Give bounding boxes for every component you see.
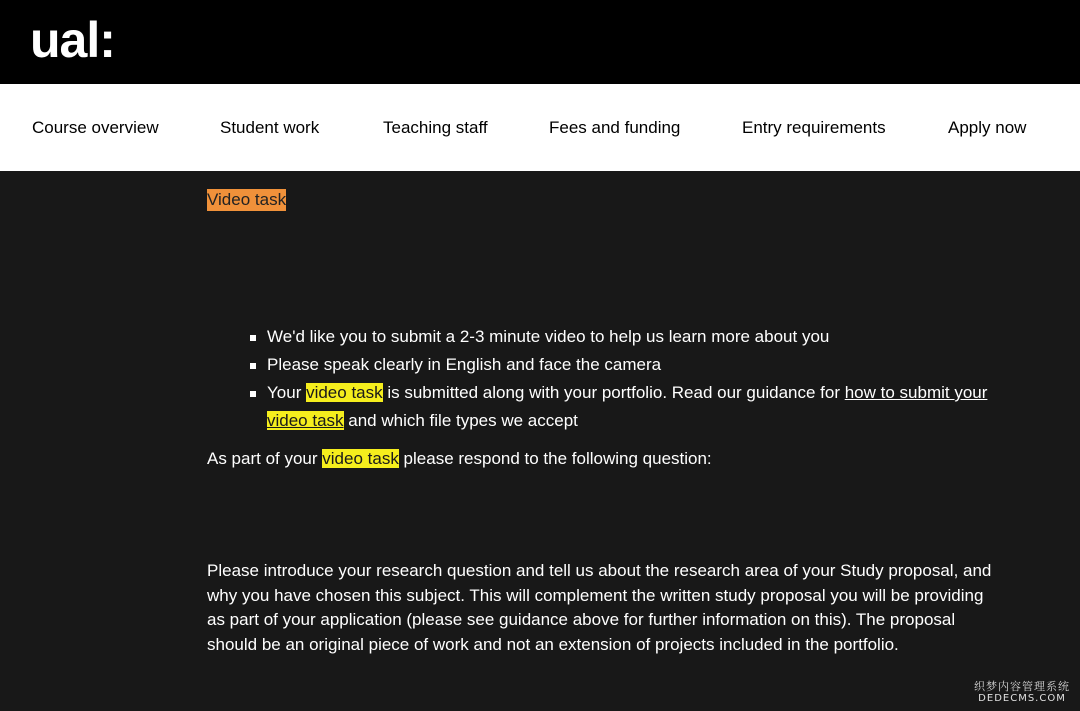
bullet-text: Your xyxy=(267,383,307,402)
nav-fees-and-funding[interactable]: Fees and funding xyxy=(549,118,681,137)
bullet-text: and which file types we accept xyxy=(343,411,578,430)
nav-course-overview[interactable]: Course overview xyxy=(32,118,159,137)
course-nav xyxy=(0,84,1080,171)
nav-student-work[interactable]: Student work xyxy=(220,118,320,137)
bullet-text: is submitted along with your portfolio. Read our guidance for xyxy=(382,383,845,402)
list-item xyxy=(267,351,997,379)
requirements-list xyxy=(267,323,997,435)
intro-text: please respond to the following question: xyxy=(398,449,712,468)
link-text[interactable]: how to submit your xyxy=(844,383,988,402)
nav-apply-now[interactable]: Apply now xyxy=(948,118,1027,137)
list-item xyxy=(267,323,997,351)
list-item xyxy=(267,379,997,435)
highlight-term[interactable]: video task xyxy=(267,411,344,430)
ual-logo[interactable]: ual: xyxy=(30,12,115,68)
question-intro xyxy=(207,447,1007,471)
nav-teaching-staff[interactable]: Teaching staff xyxy=(383,118,488,137)
site-header xyxy=(0,0,1080,84)
bullet-text: We'd like you to submit a 2-3 minute video to help us learn more about you xyxy=(267,327,830,346)
video-question: Please introduce your research question and tell us about the research area of your Study proposal, and why you have chosen this subject. This will complement the written study proposal you will be providing as part of your application (please see guidance above for further information on this). The proposal should be an original piece of work and not an extension of projects included in the portfolio. xyxy=(207,561,992,654)
highlight-term: video task xyxy=(306,383,383,402)
nav-entry-requirements[interactable]: Entry requirements xyxy=(742,118,886,137)
watermark-line2: DEDECMS.COM xyxy=(978,693,1066,704)
watermark xyxy=(974,681,1070,705)
highlight-term: video task xyxy=(322,449,399,468)
watermark-line1: 织梦内容管理系统 xyxy=(974,680,1070,693)
bullet-text: Please speak clearly in English and face the camera xyxy=(267,355,662,374)
intro-text: As part of your xyxy=(207,449,323,468)
section-tag: Video task xyxy=(207,190,287,209)
main-content xyxy=(0,171,1080,711)
